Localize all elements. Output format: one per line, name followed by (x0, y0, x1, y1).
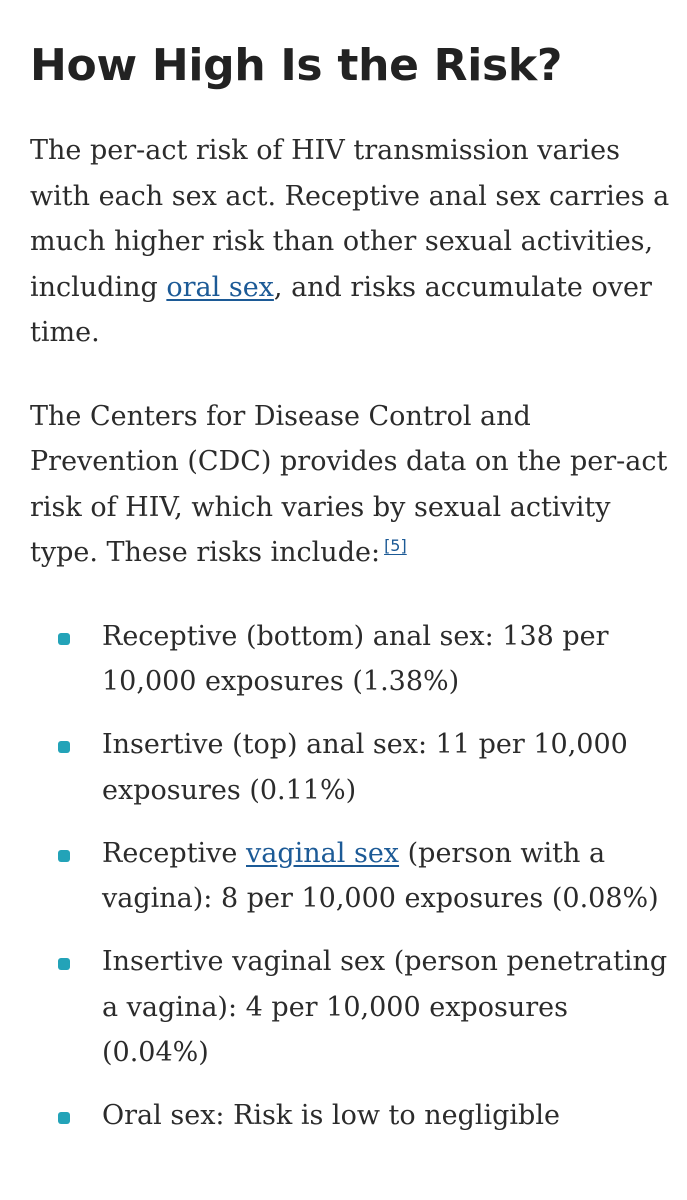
list-item-text-after-link: (person with a vagina): 8 per 10,000 exposures (0.08%) (102, 837, 659, 914)
bullet-icon (58, 741, 70, 753)
list-item (30, 831, 670, 922)
citation-link[interactable]: [5] (384, 536, 407, 555)
list-item-text-before-link: Receptive (102, 837, 246, 869)
intro-text-after-link: , and risks accumulate over time. (30, 271, 652, 348)
intro-text-before-link: The per-act risk of HIV transmission varies with each sex act. Receptive anal sex carries a much higher risk than other sexual activities, including (30, 135, 670, 303)
list-item (30, 939, 670, 1076)
bullet-icon (58, 1112, 70, 1124)
list-item-text: Insertive (top) anal sex: 11 per 10,000 exposures (0.11%) (102, 729, 628, 806)
section-heading: How High Is the Risk? (30, 40, 563, 91)
article (30, 38, 670, 1156)
vaginal-sex-link[interactable]: vaginal sex (246, 837, 400, 869)
list-item (30, 614, 670, 705)
list-item-text: Oral sex: Risk is low to negligible (102, 1100, 560, 1131)
risk-list (30, 614, 670, 1139)
bullet-icon (58, 850, 70, 862)
cdc-text: The Centers for Disease Control and Prevention (CDC) provides data on the per-act risk of HIV, which varies by sexual activity type. These risks include: (30, 400, 668, 568)
bullet-icon (58, 958, 70, 970)
oral-sex-link[interactable]: oral sex (166, 271, 274, 303)
list-item (30, 722, 670, 813)
cdc-paragraph (30, 394, 670, 576)
list-item-text: Insertive vaginal sex (person penetrating a vagina): 4 per 10,000 exposures (0.04%) (102, 946, 668, 1068)
list-item (30, 1093, 670, 1139)
list-item-text: Receptive (bottom) anal sex: 138 per 10,000 exposures (1.38%) (102, 620, 609, 697)
bullet-icon (58, 633, 70, 645)
intro-paragraph (30, 128, 670, 356)
list-item-text (102, 838, 659, 915)
